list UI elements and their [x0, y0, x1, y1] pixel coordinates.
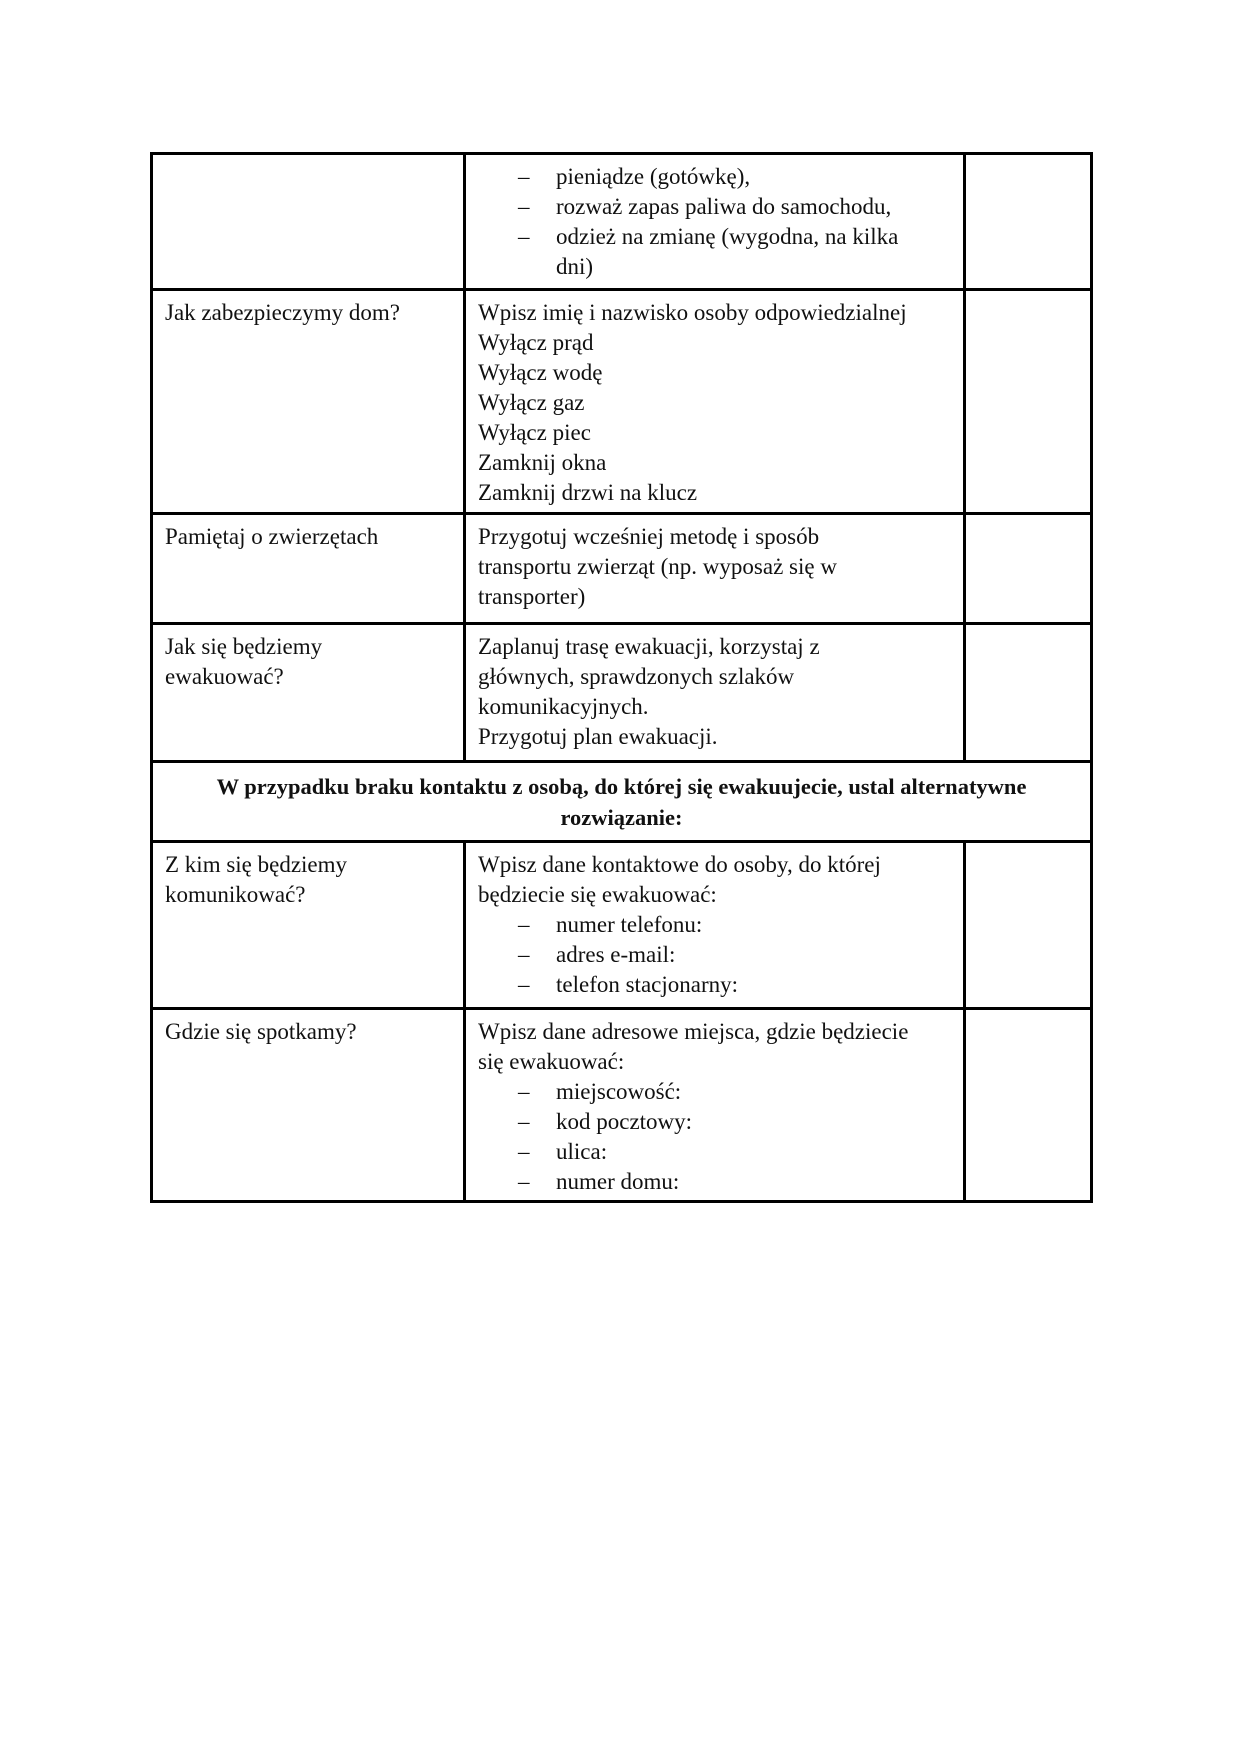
bullet-item — [518, 1077, 951, 1107]
answer-line: Wyłącz gaz — [478, 390, 585, 415]
question-text: Gdzie się spotkamy? — [165, 1019, 357, 1044]
answer-line: Zaplanuj trasę ewakuacji, korzystaj z — [478, 634, 820, 659]
bullet-item — [518, 162, 951, 192]
answer-line: transporter) — [478, 584, 586, 609]
bullet-text: ulica: — [556, 1139, 608, 1164]
bullet-dash: – — [518, 1079, 530, 1104]
bullet-item — [518, 192, 951, 222]
answer-line: transportu zwierząt (np. wyposaż się w — [478, 554, 837, 579]
evacuation-plan-table — [150, 152, 1093, 1203]
bullet-text: pieniądze (gotówkę), — [556, 164, 751, 189]
bullet-dash: – — [518, 912, 530, 937]
question-cell — [153, 155, 463, 288]
bullet-item — [518, 1167, 951, 1197]
bullet-text: dni) — [556, 254, 594, 279]
answer-line: Wpisz dane kontaktowe do osoby, do której — [478, 852, 881, 877]
bullet-dash: – — [518, 942, 530, 967]
question-cell — [153, 288, 463, 512]
question-text: Jak zabezpieczymy dom? — [165, 300, 400, 325]
bullet-item — [518, 1107, 951, 1137]
empty-status-cell — [963, 288, 1090, 512]
answer-line: Przygotuj wcześniej metodę i sposób — [478, 524, 820, 549]
answer-line: komunikacyjnych. — [478, 694, 649, 719]
section-header-text: W przypadku braku kontaktu z osobą, do której się ewakuujecie, ustal alternatywne — [216, 774, 1027, 799]
bullet-item — [518, 910, 951, 940]
answer-line: będziecie się ewakuować: — [478, 882, 717, 907]
bullet-text: miejscowość: — [556, 1079, 682, 1104]
question-cell — [153, 512, 463, 622]
empty-status-cell — [963, 622, 1090, 760]
bullet-dash: – — [518, 1169, 530, 1194]
bullet-text: numer telefonu: — [556, 912, 703, 937]
answer-line: Wyłącz piec — [478, 420, 591, 445]
answer-line: głównych, sprawdzonych szlaków — [478, 664, 795, 689]
bullet-text: numer domu: — [556, 1169, 680, 1194]
empty-status-cell — [963, 155, 1090, 288]
answer-cell — [463, 512, 963, 622]
question-text: komunikować? — [165, 882, 306, 907]
answer-line: Zamknij drzwi na klucz — [478, 480, 698, 505]
bullet-dash: – — [518, 194, 530, 219]
bullet-item — [518, 1137, 951, 1167]
bullet-item — [518, 940, 951, 970]
question-text: ewakuować? — [165, 664, 284, 689]
bullet-dash: – — [518, 1109, 530, 1134]
bullet-item — [518, 222, 951, 282]
answer-line: Wpisz imię i nazwisko osoby odpowiedzialnej — [478, 300, 907, 325]
question-cell — [153, 622, 463, 760]
empty-status-cell — [963, 512, 1090, 622]
question-text: Z kim się będziemy — [165, 852, 348, 877]
bullet-text: rozważ zapas paliwa do samochodu, — [556, 194, 892, 219]
section-header-cell — [153, 760, 1090, 840]
answer-line: Wpisz dane adresowe miejsca, gdzie będziecie — [478, 1019, 909, 1044]
bullet-dash: – — [518, 164, 530, 189]
answer-cell — [463, 840, 963, 1007]
bullet-text: telefon stacjonarny: — [556, 972, 739, 997]
answer-cell — [463, 1007, 963, 1200]
answer-cell — [463, 155, 963, 288]
answer-line: Zamknij okna — [478, 450, 607, 475]
empty-status-cell — [963, 1007, 1090, 1200]
question-text: Jak się będziemy — [165, 634, 323, 659]
bullet-dash: – — [518, 224, 530, 249]
bullet-text: adres e-mail: — [556, 942, 676, 967]
section-header-text: rozwiązanie: — [560, 805, 683, 830]
empty-status-cell — [963, 840, 1090, 1007]
answer-line: Wyłącz prąd — [478, 330, 594, 355]
answer-cell — [463, 288, 963, 512]
question-cell — [153, 1007, 463, 1200]
bullet-item — [518, 970, 951, 1000]
question-text: Pamiętaj o zwierzętach — [165, 524, 379, 549]
bullet-text: kod pocztowy: — [556, 1109, 693, 1134]
answer-cell — [463, 622, 963, 760]
bullet-dash: – — [518, 972, 530, 997]
answer-line: Wyłącz wodę — [478, 360, 603, 385]
bullet-dash: – — [518, 1139, 530, 1164]
bullet-text: odzież na zmianę (wygodna, na kilka — [556, 224, 899, 249]
answer-line: Przygotuj plan ewakuacji. — [478, 724, 718, 749]
question-cell — [153, 840, 463, 1007]
answer-line: się ewakuować: — [478, 1049, 625, 1074]
